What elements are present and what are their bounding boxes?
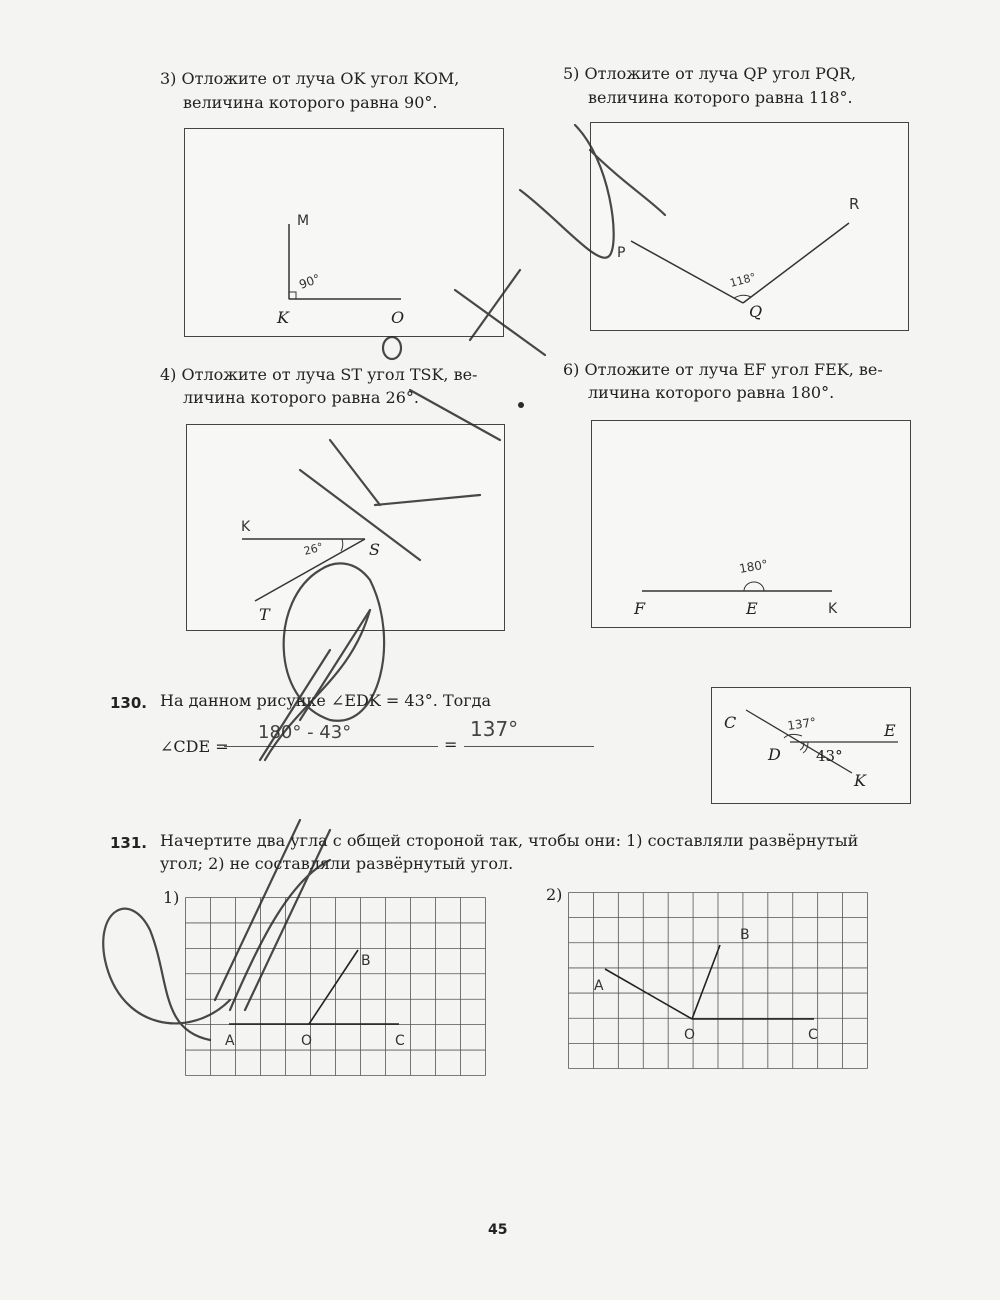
problem-130-lhs: ∠CDE = (160, 737, 229, 756)
p130-label-d: D (768, 745, 781, 764)
fig5-label-r: R (849, 195, 860, 213)
fig6-label-e: E (746, 599, 758, 618)
task-3-line2: величина которого равна 90°. (183, 93, 438, 112)
page-number: 45 (488, 1222, 508, 1238)
figure-4-drawing (187, 425, 504, 630)
p130-label-c: C (724, 713, 737, 732)
figure-3-drawing (185, 129, 503, 336)
grid1-label-o: O (301, 1033, 313, 1049)
figure-4-box (186, 424, 505, 631)
p130-label-k: K (854, 771, 866, 790)
grid2-label-c: C (808, 1027, 818, 1043)
fig3-angle-label: 90° (297, 271, 323, 292)
p130-angle-found: 137° (786, 715, 818, 733)
grid-1 (185, 897, 486, 1076)
problem-130-answer-1: 180° - 43° (258, 722, 352, 743)
problem-130-drawing (712, 688, 910, 803)
task-4-line2: личина которого равна 26°. (183, 388, 419, 407)
problem-130-text: На данном рисунке ∠EDK = 43°. Тогда (160, 691, 492, 710)
p130-label-e: E (884, 721, 896, 740)
p130-angle-given: 43° (816, 747, 843, 765)
figure-3-box (184, 128, 504, 337)
problem-131-line2: угол; 2) не составляли развёрнутый угол. (160, 854, 514, 873)
problem-131-line1: Начертите два угла с общей стороной так, чтобы они: 1) составляли развёрнутый (160, 831, 859, 850)
fig3-label-o: O (391, 308, 405, 327)
fig6-label-k: K (828, 601, 838, 617)
fig4-label-k: K (241, 519, 251, 535)
task-6-line2: личина которого равна 180°. (588, 383, 835, 402)
task-4-line1: 4) Отложите от луча ST угол TSK, ве- (160, 365, 478, 384)
figure-6-box (591, 420, 911, 628)
grid2-label-o: O (684, 1027, 696, 1043)
task-5-line1: 5) Отложите от луча QP угол PQR, (563, 64, 857, 83)
answer-line-2 (464, 746, 594, 747)
fig5-label-q: Q (749, 302, 763, 321)
problem-131-number: 131. (110, 834, 148, 852)
part-1-label: 1) (163, 888, 180, 907)
grid-2 (568, 892, 868, 1069)
fig3-label-m: M (297, 213, 310, 229)
grid1-label-b: B (361, 953, 371, 969)
fig4-label-t: T (259, 605, 270, 624)
figure-5-drawing (591, 123, 908, 330)
problem-130-figure-box (711, 687, 911, 804)
fig4-angle-label: 26° (302, 540, 325, 558)
problem-130-number: 130. (110, 694, 148, 712)
grid2-label-a: A (594, 978, 604, 994)
problem-130-eq: = (444, 735, 458, 754)
grid2-label-b: B (740, 927, 750, 943)
grid1-label-c: C (395, 1033, 405, 1049)
fig3-label-k: K (277, 308, 289, 327)
fig5-angle-label: 118° (728, 270, 758, 290)
answer-line-1 (224, 746, 438, 747)
fig6-angle-label: 180° (738, 557, 769, 576)
part-2-label: 2) (546, 885, 563, 904)
task-5-line2: величина которого равна 118°. (588, 88, 853, 107)
figure-6-drawing (592, 421, 910, 627)
fig5-label-p: P (617, 245, 626, 261)
task-6-line1: 6) Отложите от луча EF угол FEK, ве- (563, 360, 883, 379)
task-3-line1: 3) Отложите от луча OK угол KOM, (160, 69, 460, 88)
grid1-label-a: A (225, 1033, 235, 1049)
fig6-label-f: F (634, 599, 646, 618)
fig4-label-s: S (369, 540, 380, 559)
figure-5-box (590, 122, 909, 331)
problem-130-answer-2: 137° (470, 717, 519, 741)
